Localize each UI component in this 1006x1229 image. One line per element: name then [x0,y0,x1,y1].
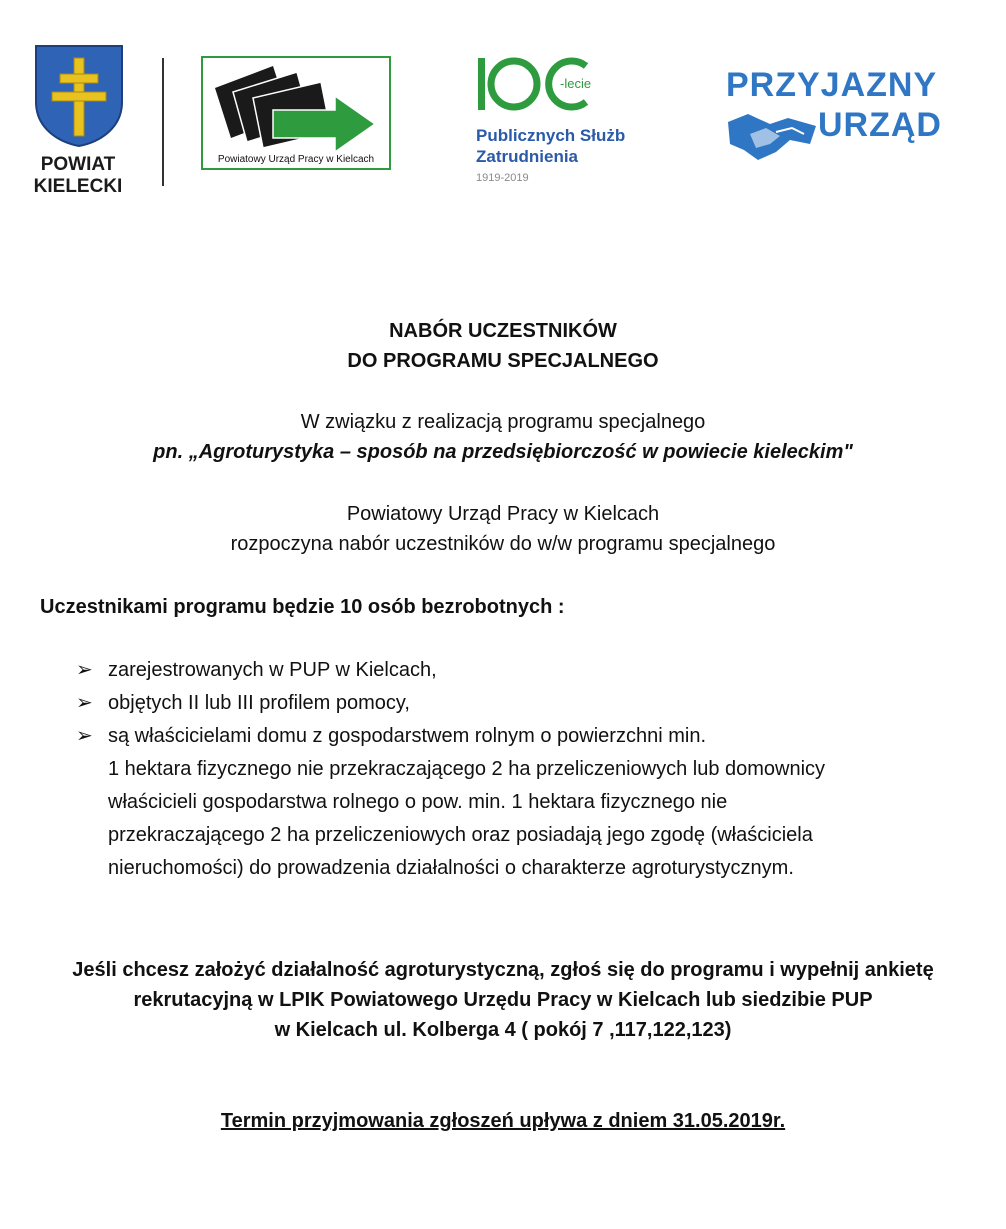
requirement-continuation: 1 hektara fizycznego nie przekraczającego 2 ha przeliczeniowych lub domownicy [108,758,826,780]
deadline-notice: Termin przyjmowania zgłoszeń upływa z dniem 31.05.2019r. [220,1110,786,1132]
call-to-action-line2: rekrutacyjną w LPIK Powiatowego Urzędu Pracy w Kielcach lub siedzibie PUP [133,989,873,1011]
powiat-kielecki-emblem [34,44,124,148]
anniversary-suffix: -lecie [560,76,592,91]
intro-line: W związku z realizacją programu specjalnego [300,411,706,433]
requirement-continuation: właścicieli gospodarstwa rolnego o pow. min. 1 hektara fizycznego nie [108,791,728,813]
pup-kielce-logo [201,56,391,170]
arrow-bullet-icon: ➢ [76,659,93,681]
arrow-bullet-icon: ➢ [76,692,93,714]
call-to-action-line1: Jeśli chcesz założyć działalność agroturystyczną, zgłoś się do programu i wypełnij ankietę [72,959,934,981]
anniversary-line1: Publicznych Służb [476,126,626,145]
title-line1: NABÓR UCZESTNIKÓW [389,320,617,342]
urzad-label: URZĄD [818,106,942,144]
office-action: rozpoczyna nabór uczestników do w/w programu specjalnego [230,533,776,555]
arrow-bullet-icon: ➢ [76,725,93,747]
office-name: Powiatowy Urząd Pracy w Kielcach [346,503,660,525]
anniversary-logo [472,54,692,194]
przyjazny-urzad-logo [726,66,956,176]
green-arrow-cards-icon [203,58,389,168]
requirement-continuation: nieruchomości) do prowadzenia działalności o charakterze agroturystycznym. [108,857,794,879]
handshake-icon [726,104,818,166]
requirement-text: objętych II lub III profilem pomocy, [108,692,410,714]
requirement-text: zarejestrowanych w PUP w Kielcach, [108,659,437,681]
header-divider [162,58,164,186]
title-line2: DO PROGRAMU SPECJALNEGO [347,350,659,372]
participants-heading: Uczestnikami programu będzie 10 osób bezrobotnych : [40,596,565,618]
requirement-continuation: przekraczającego 2 ha przeliczeniowych oraz posiadają jego zgodę (właściciela [108,824,813,846]
anniversary-line2: Zatrudnienia [476,147,579,166]
powiat-label-line1: POWIAT [40,154,116,175]
call-to-action-line3: w Kielcach ul. Kolberga 4 ( pokój 7 ,117,122,123) [274,1019,732,1041]
list-item [76,720,976,753]
pup-logo-caption: Powiatowy Urząd Pracy w Kielcach [217,154,375,165]
program-name: pn. „Agroturystyka – sposób na przedsiębiorczość w powiecie kieleckim" [153,441,853,463]
list-item [76,654,976,687]
double-cross-shield-icon [34,44,124,148]
list-item [76,687,976,720]
anniversary-years: 1919-2019 [476,172,529,184]
requirement-text: są właścicielami domu z gospodarstwem rolnym o powierzchni min. [108,725,706,747]
requirements-list [76,654,976,885]
powiat-label-line2: KIELECKI [33,176,123,197]
przyjazny-label: PRZYJAZNY [726,66,938,104]
